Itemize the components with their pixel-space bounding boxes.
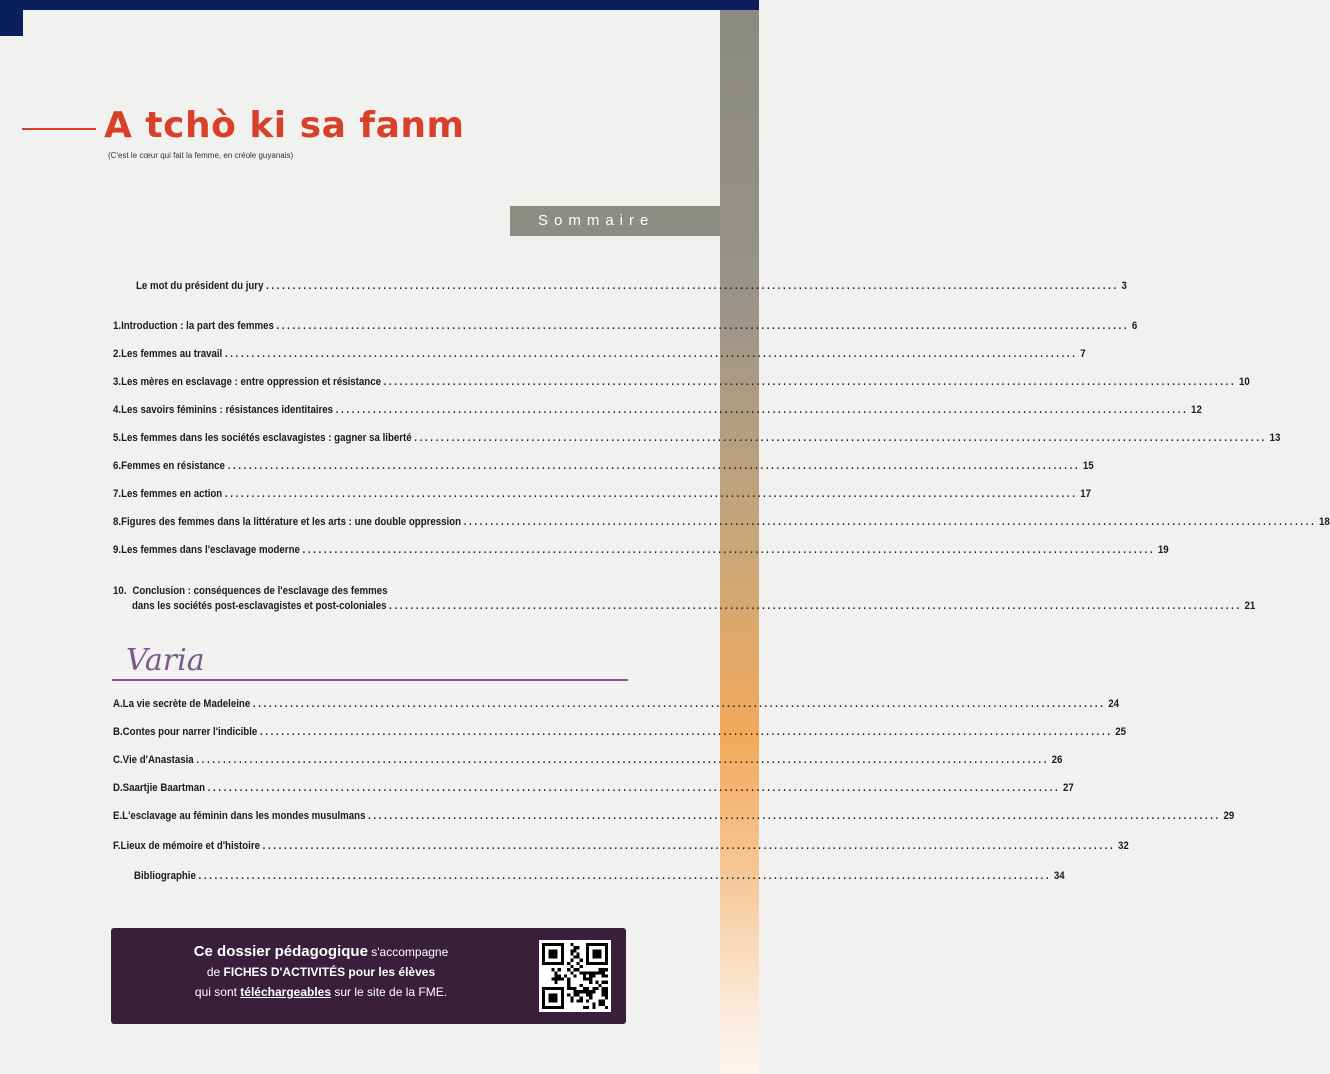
page-title: A tchò ki sa fanm — [104, 105, 465, 146]
qr-module — [577, 946, 580, 949]
toc-dot-leader: ................................................................................................................................................................ — [414, 432, 1267, 444]
qr-module — [592, 990, 595, 993]
qr-module — [583, 974, 586, 977]
toc-entry-page: 21 — [1244, 600, 1256, 612]
toc-entry-title: Figures des femmes dans la littérature et les arts : une double oppression — [121, 516, 462, 528]
qr-module — [592, 987, 595, 990]
qr-module — [605, 981, 608, 984]
qr-module — [577, 990, 580, 993]
toc-dot-leader: ................................................................................................................................................................ — [389, 600, 1242, 612]
toc-entry-page: 18 — [1319, 516, 1330, 528]
qr-module — [564, 974, 567, 977]
page-subtitle: (C'est le cœur qui fait la femme, en créole guyanais) — [108, 151, 294, 160]
qr-module — [577, 968, 580, 971]
toc-entry-title: Lieux de mémoire et d'histoire — [120, 840, 261, 852]
qr-module — [567, 993, 570, 996]
toc-entry-title: Les mères en esclavage : entre oppression et résistance — [121, 376, 381, 388]
qr-module — [558, 974, 561, 977]
qr-module — [583, 990, 586, 993]
toc-entry-number: 2. — [113, 348, 122, 360]
toc-entry-page: 15 — [1082, 460, 1094, 472]
qr-module — [592, 949, 601, 958]
qr-module — [548, 993, 557, 1002]
qr-module — [542, 943, 564, 946]
toc-dot-leader: ................................................................................................................................................................ — [198, 870, 1052, 882]
toc-entry-number: D. — [113, 782, 123, 794]
toc-entry-number: 5. — [113, 432, 122, 444]
qr-module — [555, 971, 558, 974]
qr-module — [577, 962, 580, 965]
qr-module — [586, 978, 589, 981]
qr-module — [589, 981, 592, 984]
qr-module — [586, 962, 608, 965]
qr-module — [573, 993, 576, 996]
toc-entry-title: Introduction : la part des femmes — [121, 320, 274, 332]
toc-entry-title: Vie d'Anastasia — [122, 754, 194, 766]
title-rule — [22, 128, 96, 130]
toc-entry-page: 25 — [1115, 726, 1127, 738]
qr-module — [592, 974, 595, 977]
toc-entry-page: 24 — [1108, 698, 1119, 710]
toc-entry[interactable] — [113, 726, 1127, 738]
top-bar — [0, 0, 759, 10]
qr-module — [580, 959, 583, 962]
qr-module — [589, 993, 592, 996]
qr-module — [583, 971, 586, 974]
qr-module — [605, 996, 608, 999]
qr-module — [586, 993, 589, 996]
qr-module — [602, 1003, 605, 1006]
qr-module — [570, 971, 573, 974]
qr-module — [589, 990, 592, 993]
qr-module — [577, 952, 580, 955]
qr-module — [586, 990, 589, 993]
toc-dot-leader: ................................................................................................................................................................ — [224, 488, 1078, 500]
top-tab — [0, 0, 23, 36]
toc-entry[interactable] — [113, 810, 1235, 822]
toc-entry-page: 34 — [1053, 870, 1065, 882]
qr-module — [589, 971, 592, 974]
qr-module — [580, 984, 583, 987]
toc-entry[interactable] — [113, 460, 1094, 472]
toc-entry-title: Les femmes dans l'esclavage moderne — [121, 544, 300, 556]
promo-line3-post: sur le site de la FME. — [331, 985, 448, 999]
toc-entry-page: 12 — [1191, 404, 1202, 416]
varia-heading: Varia — [126, 643, 205, 678]
toc-entry-number: 1. — [113, 320, 122, 332]
promo-line2-bold: FICHES D'ACTIVITÉS pour les élèves — [223, 965, 436, 979]
varia-rule — [112, 679, 628, 681]
toc-entry-page: 29 — [1223, 810, 1235, 822]
qr-module — [602, 990, 605, 993]
promo-box — [111, 928, 626, 1024]
toc-dot-leader: ................................................................................................................................................................ — [196, 754, 1050, 766]
qr-module — [570, 1000, 573, 1003]
qr-module — [602, 993, 605, 996]
qr-module — [592, 971, 595, 974]
toc-entry[interactable] — [113, 376, 1250, 388]
toc-entry-title: Les savoirs féminins : résistances identitaires — [121, 404, 334, 416]
qr-module — [602, 981, 605, 984]
qr-module — [573, 946, 576, 949]
toc-dot-leader: ................................................................................................................................................................ — [276, 320, 1130, 332]
qr-module — [567, 962, 570, 965]
toc-entry[interactable] — [113, 840, 1129, 852]
toc-dot-leader: ................................................................................................................................................................ — [207, 782, 1061, 794]
qr-module — [580, 990, 583, 993]
qr-module — [605, 993, 608, 996]
promo-line3-pre: qui sont — [194, 985, 241, 999]
toc-entry-title: Les femmes en action — [121, 488, 223, 500]
qr-module — [605, 987, 608, 990]
toc-entry-title: Les femmes au travail — [121, 348, 223, 360]
qr-module — [602, 987, 605, 990]
toc-entry[interactable] — [113, 404, 1202, 416]
toc-dot-leader: ................................................................................................................................................................ — [463, 516, 1317, 528]
qr-module — [573, 968, 576, 971]
toc-dot-leader: ................................................................................................................................................................ — [262, 840, 1116, 852]
toc-entry-page: 6 — [1131, 320, 1138, 332]
qr-module — [605, 1006, 608, 1009]
qr-module — [580, 965, 583, 968]
qr-module — [580, 996, 583, 999]
qr-module — [542, 987, 564, 990]
qr-module — [573, 974, 576, 977]
qr-module — [567, 984, 570, 987]
promo-text — [111, 942, 531, 1002]
toc-entry-title: Le mot du président du jury — [136, 280, 264, 292]
qr-module — [602, 974, 605, 977]
qr-module — [599, 984, 602, 987]
toc-entry[interactable] — [113, 516, 1330, 528]
qr-module — [570, 996, 573, 999]
toc-dot-leader: ................................................................................................................................................................ — [335, 404, 1189, 416]
toc-entry[interactable] — [113, 432, 1281, 444]
toc-entry-number: 4. — [113, 404, 122, 416]
qr-module — [595, 987, 598, 990]
toc-entry-title: Saartjie Baartman — [122, 782, 206, 794]
qr-module — [570, 952, 573, 955]
qr-module — [599, 1003, 602, 1006]
download-link[interactable]: téléchargeables — [240, 985, 332, 999]
toc-entry-page: 32 — [1118, 840, 1129, 852]
toc-entry-number: A. — [113, 698, 123, 710]
qr-module — [592, 1003, 595, 1006]
toc-entry-page: 26 — [1051, 754, 1063, 766]
qr-module — [570, 949, 573, 952]
qr-module — [542, 943, 545, 965]
qr-module — [567, 987, 570, 990]
page — [23, 10, 720, 1074]
qr-module — [542, 1006, 564, 1009]
toc-entry-number: E. — [113, 810, 123, 822]
qr-module — [599, 968, 602, 971]
qr-module — [605, 974, 608, 977]
qr-module — [558, 978, 561, 981]
toc-entry-title: Conclusion : conséquences de l'esclavage des femmes — [132, 585, 388, 597]
qr-module — [551, 978, 554, 981]
toc-entry[interactable] — [113, 320, 1138, 332]
qr-module — [555, 981, 558, 984]
toc-entry-title: Contes pour narrer l'indicible — [122, 726, 258, 738]
toc-dot-leader: ................................................................................................................................................................ — [368, 810, 1221, 822]
toc-dot-leader: ................................................................................................................................................................ — [252, 698, 1106, 710]
toc-entry-number: 7. — [113, 488, 122, 500]
promo-lead-rest: s'accompagne — [367, 945, 449, 959]
qr-module — [567, 981, 570, 984]
qr-module — [573, 949, 576, 952]
qr-module — [599, 971, 602, 974]
qr-module — [602, 1000, 605, 1003]
qr-module — [577, 993, 580, 996]
toc-entry-number: 9. — [113, 544, 122, 556]
qr-module — [586, 943, 608, 946]
qr-module — [605, 968, 608, 971]
qr-module — [602, 968, 605, 971]
qr-module — [561, 978, 564, 981]
toc-entry-page: 13 — [1269, 432, 1281, 444]
toc-entry[interactable] — [113, 585, 662, 597]
qr-module — [570, 943, 573, 946]
toc-dot-leader: ................................................................................................................................................................ — [302, 544, 1156, 556]
qr-module — [577, 1000, 580, 1003]
toc-entry[interactable] — [113, 348, 1086, 360]
qr-module — [586, 1000, 589, 1003]
qr-module — [589, 978, 592, 981]
qr-module — [595, 971, 598, 974]
qr-module — [595, 981, 598, 984]
qr-module — [599, 1000, 602, 1003]
toc-dot-leader: ................................................................................................................................................................ — [227, 460, 1081, 472]
toc-entry-page: 7 — [1080, 348, 1086, 360]
qr-module — [570, 965, 573, 968]
qr-module — [542, 962, 564, 965]
toc-entry-page: 27 — [1062, 782, 1074, 794]
qr-module — [555, 974, 558, 977]
qr-module — [589, 996, 592, 999]
toc-entry-page: 17 — [1080, 488, 1091, 500]
toc-dot-leader: ................................................................................................................................................................ — [259, 726, 1113, 738]
toc-entry-number: F. — [113, 840, 121, 852]
qr-module — [558, 968, 561, 971]
toc-entry-title: dans les sociétés post-esclavagistes et post-coloniales — [132, 600, 387, 612]
qr-module — [567, 978, 570, 981]
toc-entry-title: Les femmes dans les sociétés esclavagistes : gagner sa liberté — [121, 432, 412, 444]
toc-entry-number: 10. — [113, 585, 127, 597]
promo-lead: Ce dossier pédagogique — [193, 943, 368, 960]
qr-module — [586, 1006, 589, 1009]
qr-module — [570, 959, 573, 962]
qr-module — [573, 990, 576, 993]
toc-dot-leader: ................................................................................................................................................................ — [266, 280, 1119, 292]
toc-entry[interactable] — [113, 544, 1169, 556]
toc-entry-number: 6. — [113, 460, 122, 472]
qr-module — [589, 974, 592, 977]
qr-module — [570, 987, 573, 990]
qr-module — [561, 943, 564, 965]
qr-module — [605, 943, 608, 965]
toc-entry-page: 10 — [1238, 376, 1250, 388]
toc-entry-number: 3. — [113, 376, 122, 388]
toc-entry-title: La vie secrète de Madeleine — [122, 698, 251, 710]
toc-entry[interactable] — [113, 698, 1119, 710]
qr-module — [592, 1006, 595, 1009]
toc-dot-leader: ................................................................................................................................................................ — [383, 376, 1237, 388]
toc-entry-number: B. — [113, 726, 123, 738]
qr-module — [577, 956, 580, 959]
qr-module — [605, 990, 608, 993]
toc-entry[interactable] — [113, 488, 1091, 500]
qr-module — [586, 987, 589, 990]
qr-module — [567, 968, 570, 971]
toc-entry[interactable] — [134, 870, 1065, 882]
qr-module — [583, 987, 586, 990]
qr-module — [561, 987, 564, 1009]
qr-module — [580, 1000, 583, 1003]
qr-module — [573, 956, 576, 959]
toc-entry-title: Femmes en résistance — [121, 460, 225, 472]
qr-module — [548, 949, 557, 958]
qr-module — [586, 943, 589, 965]
side-gradient-strip — [720, 10, 759, 1074]
qr-module — [573, 987, 576, 990]
qr-module — [555, 978, 558, 981]
toc-entry[interactable] — [113, 782, 1074, 794]
qr-module — [602, 971, 605, 974]
qr-module — [551, 968, 554, 971]
sommaire-band: Sommaire — [510, 206, 720, 236]
toc-dot-leader: ................................................................................................................................................................ — [224, 348, 1078, 360]
toc-entry-number: 8. — [113, 516, 122, 528]
qr-module — [583, 1006, 586, 1009]
promo-line2-pre: de — [206, 965, 224, 979]
toc-entry-title: Bibliographie — [134, 870, 196, 882]
toc-entry-page: 19 — [1157, 544, 1169, 556]
qr-module — [583, 978, 586, 981]
toc-entry-continuation[interactable] — [132, 600, 1256, 612]
toc-entry-title: L'esclavage au féminin dans les mondes musulmans — [122, 810, 366, 822]
qr-module — [580, 971, 583, 974]
qr-code-icon[interactable] — [539, 940, 611, 1012]
qr-module — [586, 971, 589, 974]
toc-entry-number: C. — [113, 754, 123, 766]
toc-entry[interactable] — [136, 280, 1127, 292]
qr-module — [542, 987, 545, 1009]
toc-entry[interactable] — [113, 754, 1063, 766]
toc-entry-page: 3 — [1121, 280, 1127, 292]
